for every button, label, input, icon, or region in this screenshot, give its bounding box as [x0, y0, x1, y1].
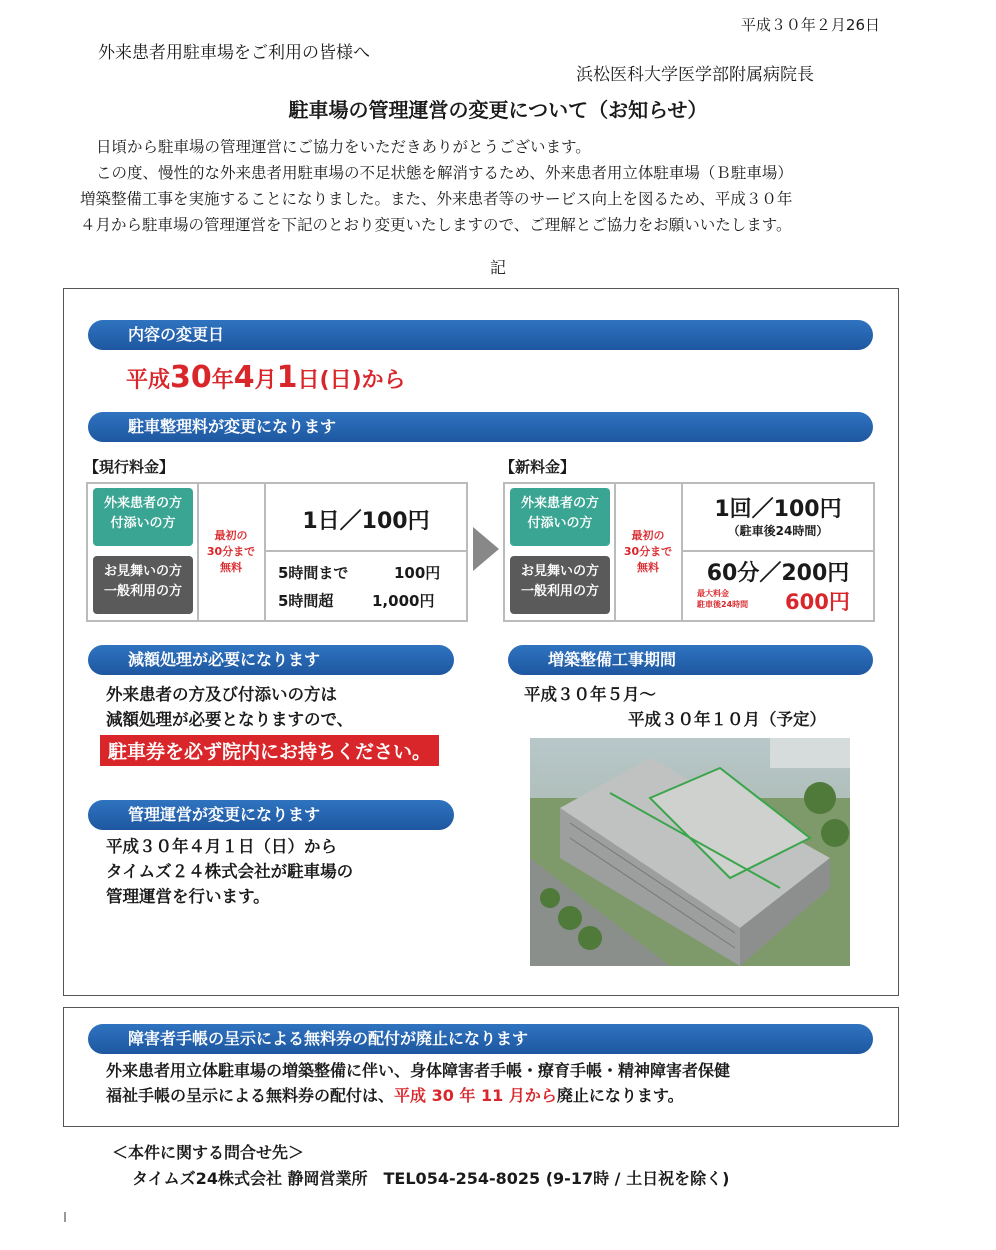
- date-part: 1: [276, 360, 298, 395]
- disability-line: [106, 1083, 730, 1108]
- free-note-line: 最初の: [214, 529, 248, 542]
- change-date: [126, 360, 406, 395]
- free-note-line: 無料: [220, 561, 242, 574]
- disability-part: 福祉手帳の呈示による無料券の配付は、: [106, 1086, 395, 1105]
- category-line: 外来患者の方: [520, 496, 599, 511]
- max-note-line: 駐車後24時間: [697, 600, 749, 609]
- visitor-category: [510, 556, 610, 614]
- ticket-warning: 駐車券を必ず院内にお持ちください。: [100, 735, 439, 766]
- reduction-text: [106, 682, 353, 732]
- current-visitor-row1-price: 100円: [394, 564, 441, 582]
- addressee: 外来患者用駐車場をご利用の皆様へ: [98, 43, 370, 63]
- new-fee-table: [503, 482, 875, 622]
- management-line: 平成３０年４月１日（日）から: [106, 837, 337, 856]
- category-line: 付添いの方: [110, 516, 176, 531]
- category-line: お見舞いの方: [103, 564, 182, 579]
- free-note-line: 最初の: [631, 529, 665, 542]
- current-fee-label: 【現行料金】: [84, 458, 175, 476]
- category-line: お見舞いの方: [520, 564, 599, 579]
- date-part: 30: [170, 360, 212, 395]
- management-text: [106, 834, 353, 909]
- management-heading: 管理運営が変更になります: [88, 800, 454, 830]
- contact-info: [112, 1140, 729, 1192]
- contact-heading: ＜本件に関する問合せ先＞: [112, 1143, 305, 1162]
- construction-end: 平成３０年１０月（予定）: [628, 710, 826, 729]
- contact-line: タイムズ24株式会社 静岡営業所 TEL054-254-8025 (9-17時 / 土日祝を除く): [132, 1169, 730, 1188]
- max-note-line: 最大料金: [697, 589, 729, 598]
- date-part: 平成: [126, 368, 171, 393]
- construction-start: 平成３０年５月～: [524, 685, 656, 704]
- construction-heading: 増築整備工事期間: [508, 645, 873, 675]
- sender: 浜松医科大学医学部附属病院長: [576, 65, 814, 85]
- change-date-heading: 内容の変更日: [88, 320, 873, 350]
- visitor-category: [93, 556, 193, 614]
- page-mark: [64, 1212, 66, 1222]
- parking-building-image: [530, 738, 850, 966]
- reduction-heading: 減額処理が必要になります: [88, 645, 454, 675]
- date-part: 4: [233, 360, 255, 395]
- free-note-line: 30分まで: [206, 545, 256, 558]
- disability-text: [106, 1058, 730, 1108]
- current-fee-table: [86, 482, 468, 622]
- fee-heading: 駐車整理料が変更になります: [88, 412, 873, 442]
- disability-heading: 障害者手帳の呈示による無料券の配付が廃止になります: [88, 1024, 873, 1054]
- reduction-line: 外来患者の方及び付添いの方は: [106, 685, 337, 704]
- intro-line: 増築整備工事を実施することになりました。また、外来患者等のサービス向上を図るため、平成３０年: [80, 190, 793, 208]
- date-part: 月: [254, 368, 277, 393]
- intro-line: この度、慢性的な外来患者用駐車場の不足状態を解消するため、外来患者用立体駐車場（Ｂ駐車場）: [96, 164, 793, 182]
- category-line: 一般利用の方: [103, 584, 182, 599]
- category-line: 外来患者の方: [103, 496, 182, 511]
- new-outpatient-price: 1回／100円: [714, 497, 842, 522]
- arrow-right-icon: [473, 527, 499, 571]
- disability-line: 外来患者用立体駐車場の増築整備に伴い、身体障害者手帳・療育手帳・精神障害者保健: [106, 1061, 731, 1080]
- current-visitor-row2-label: 5時間超: [278, 592, 334, 610]
- disability-part: 廃止になります。: [556, 1086, 684, 1105]
- current-outpatient-price: 1日／100円: [302, 509, 430, 534]
- outpatient-category: [510, 488, 610, 546]
- outpatient-category: [93, 488, 193, 546]
- category-line: 一般利用の方: [520, 584, 599, 599]
- new-fee-label: 【新料金】: [500, 458, 576, 476]
- intro-paragraph: [80, 134, 900, 238]
- current-visitor-row1-label: 5時間まで: [278, 564, 349, 582]
- abolish-date: 平成 30 年 11 月から: [394, 1086, 557, 1105]
- max-fee-price: 600円: [785, 590, 850, 614]
- free-30min-note: [199, 528, 263, 576]
- reduction-line: 減額処理が必要となりますので、: [106, 710, 354, 729]
- current-visitor-row2-price: 1,000円: [372, 592, 435, 610]
- management-line: 管理運営を行います。: [106, 887, 270, 906]
- date-part: 年: [211, 368, 234, 393]
- free-30min-note: [616, 528, 680, 576]
- category-line: 付添いの方: [527, 516, 593, 531]
- management-line: タイムズ２４株式会社が駐車場の: [106, 862, 354, 881]
- new-outpatient-note: （駐車後24時間）: [727, 524, 829, 538]
- max-fee-note: [697, 588, 748, 610]
- notice-date: 平成３０年２月26日: [740, 16, 880, 34]
- date-part: 日(日)から: [297, 368, 406, 393]
- free-note-line: 無料: [637, 561, 659, 574]
- free-note-line: 30分まで: [623, 545, 673, 558]
- intro-line: 日頃から駐車場の管理運営にご協力をいただきありがとうございます。: [96, 138, 591, 156]
- intro-line: ４月から駐車場の管理運営を下記のとおり変更いたしますので、ご理解とご協力をお願いいたします。: [80, 216, 792, 234]
- notice-title: 駐車場の管理運営の変更について（お知らせ）: [288, 98, 708, 122]
- ki-marker: 記: [489, 258, 506, 277]
- new-visitor-price: 60分／200円: [706, 561, 850, 586]
